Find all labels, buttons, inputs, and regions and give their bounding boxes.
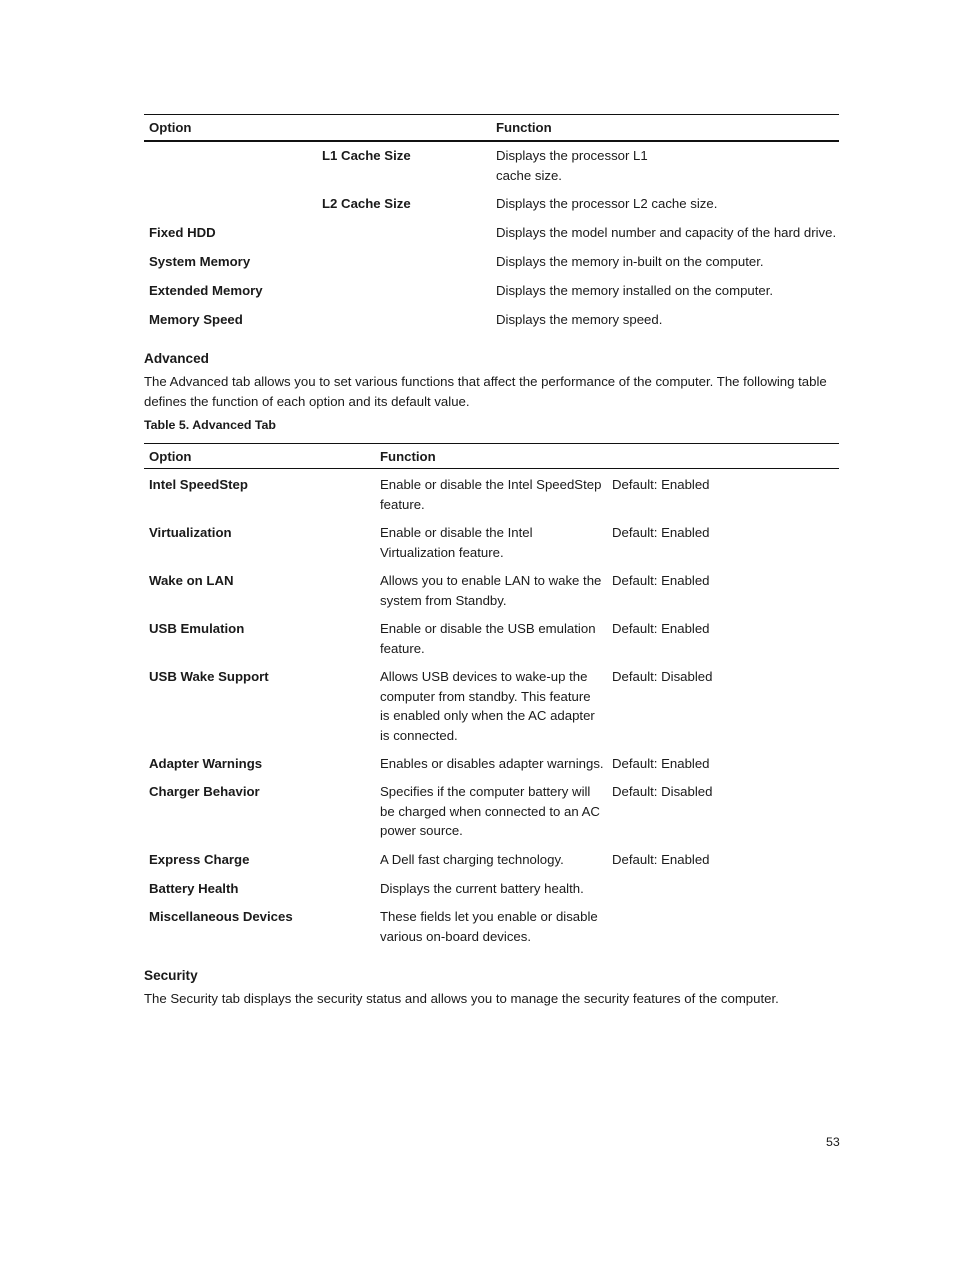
table1-function: Displays the memory installed on the computer. [496,283,774,298]
table1-option: System Memory [149,254,251,269]
table1-function: Displays the processor L1 cache size. [496,148,648,183]
table2-function: Enables or disables adapter warnings. [380,756,604,771]
table2-option: Wake on LAN [149,573,234,588]
table2-function: These fields let you enable or disable various on-board devices. [380,909,598,944]
table2-default: Default: Enabled [612,525,710,540]
table2-option: Intel SpeedStep [149,477,248,492]
table2-option: Adapter Warnings [149,756,263,771]
table2-option: USB Emulation [149,621,245,636]
page-number: 53 [826,1135,840,1149]
table2-option: Battery Health [149,881,239,896]
table1-function: Displays the memory in-built on the computer. [496,254,764,269]
advanced-heading: Advanced [144,351,209,366]
table1-function: Displays the model number and capacity of the hard drive. [496,225,837,240]
table2-option: Miscellaneous Devices [149,909,293,924]
table2-option: USB Wake Support [149,669,269,684]
table1-suboption: L1 Cache Size [322,148,411,163]
table2-header-rule [144,468,839,469]
table2-function: Enable or disable the Intel Virtualization feature. [380,525,533,560]
table2-option: Charger Behavior [149,784,260,799]
security-heading: Security [144,968,198,983]
table2-default: Default: Disabled [612,669,713,684]
table2-function: Allows USB devices to wake-up the computer from standby. This feature is enabled only when the AC adapter is connected. [380,669,595,743]
table2-default: Default: Disabled [612,784,713,799]
table2-function: Allows you to enable LAN to wake the system from Standby. [380,573,602,608]
advanced-description: The Advanced tab allows you to set various functions that affect the performance of the computer. The following table defines the function of each option and its default value. [144,374,827,409]
table2-option: Virtualization [149,525,232,540]
table2-default: Default: Enabled [612,852,710,867]
table2-default: Default: Enabled [612,621,710,636]
table1-option: Fixed HDD [149,225,216,240]
table2-function: Specifies if the computer battery will be charged when connected to an AC power source. [380,784,600,838]
table1-suboption: L2 Cache Size [322,196,411,211]
table1-header-rule [144,140,839,142]
security-description: The Security tab displays the security status and allows you to manage the security features of the computer. [144,991,779,1006]
table2-top-rule [144,443,839,444]
table1-header-function: Function [496,120,552,135]
table2-function: A Dell fast charging technology. [380,852,564,867]
table1-top-rule [144,114,839,115]
table2-header-option: Option [149,449,192,464]
table1-option: Extended Memory [149,283,263,298]
table2-default: Default: Enabled [612,756,710,771]
table2-function: Displays the current battery health. [380,881,584,896]
table1-option: Memory Speed [149,312,243,327]
table2-default: Default: Enabled [612,477,710,492]
table1-function: Displays the processor L2 cache size. [496,196,718,211]
table1-function: Displays the memory speed. [496,312,663,327]
table1-header-option: Option [149,120,192,135]
table2-default: Default: Enabled [612,573,710,588]
table5-caption: Table 5. Advanced Tab [144,418,276,432]
table2-function: Enable or disable the USB emulation feature. [380,621,596,656]
table2-function: Enable or disable the Intel SpeedStep feature. [380,477,602,512]
table2-option: Express Charge [149,852,250,867]
table2-header-function: Function [380,449,436,464]
